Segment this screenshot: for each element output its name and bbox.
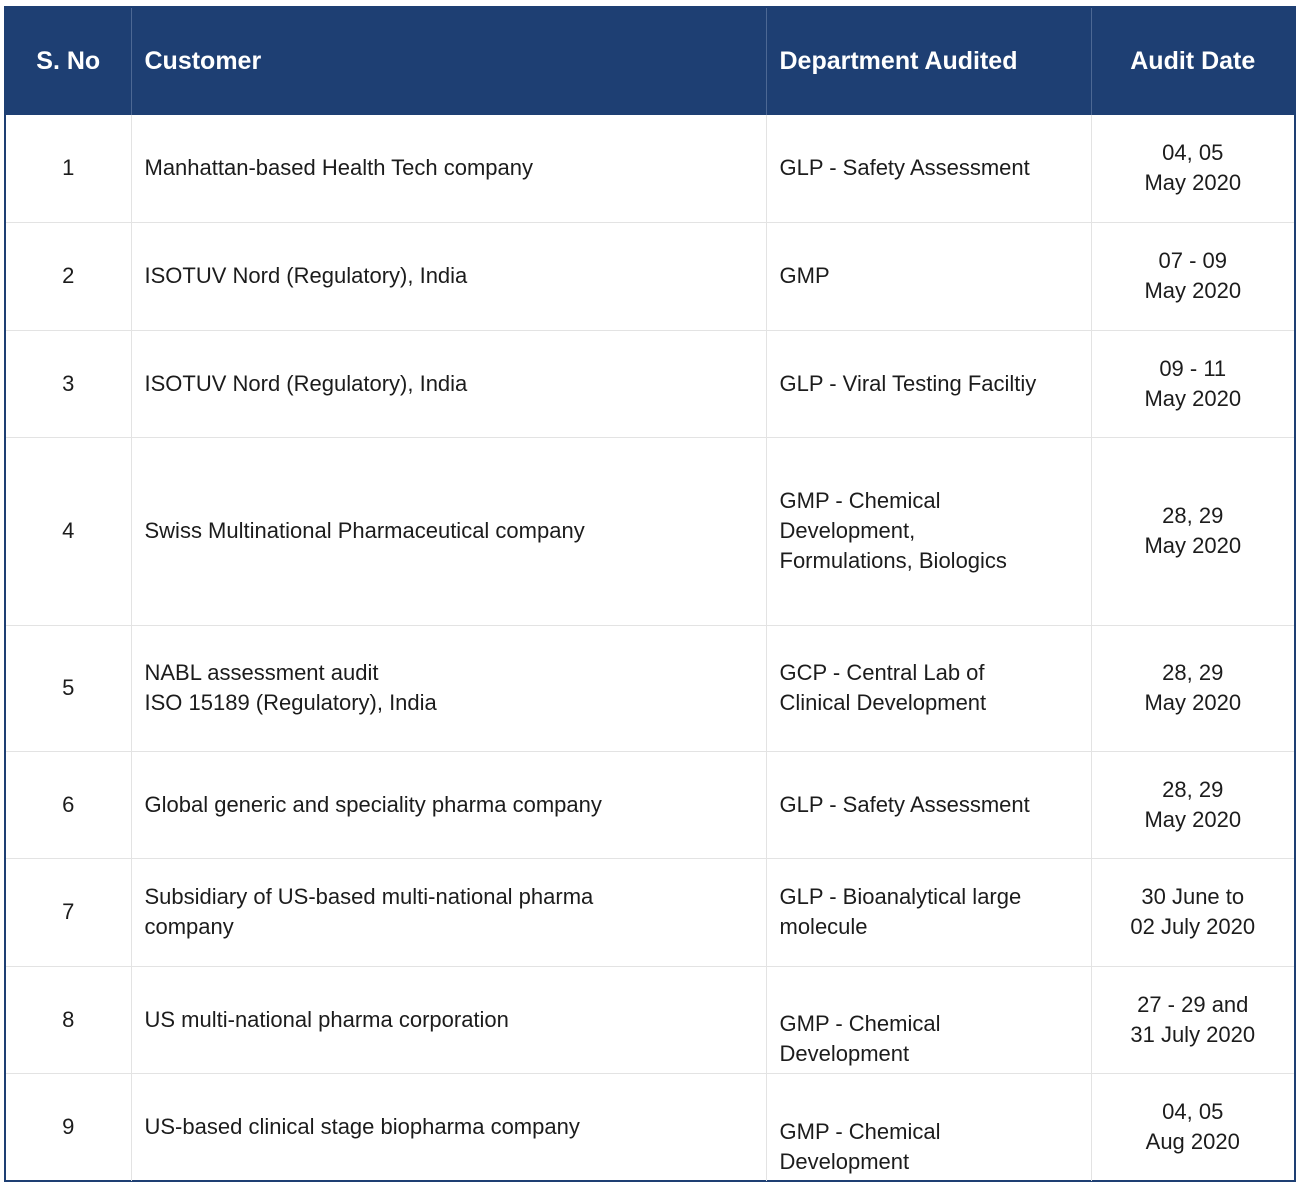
customer-cell-line: Swiss Multinational Pharmaceutical company [144, 518, 585, 543]
column-header-serial-number: S. No [6, 8, 131, 115]
department-cell [766, 1073, 1091, 1181]
table-row [6, 966, 1294, 1073]
customer-cell-line: US multi-national pharma corporation [144, 1006, 509, 1032]
table-row [6, 330, 1294, 437]
serial-number-cell: 9 [6, 1073, 131, 1181]
audit-table [6, 8, 1294, 1181]
table-row [6, 858, 1294, 966]
customer-cell [131, 625, 766, 751]
audit-date-cell-line: May 2020 [1144, 170, 1242, 196]
audit-date-cell-line: 02 July 2020 [1130, 914, 1256, 939]
customer-cell-line: company [144, 914, 234, 939]
department-cell [766, 330, 1091, 437]
customer-cell-line: ISO 15189 (Regulatory), India [144, 690, 437, 715]
serial-number-cell: 4 [6, 437, 131, 625]
column-header-customer: Customer [131, 8, 766, 115]
customer-cell [131, 437, 766, 625]
audit-date-cell [1091, 625, 1294, 751]
department-cell-line: Clinical Development [779, 690, 987, 715]
customer-cell-line: US-based clinical stage biopharma company [144, 1114, 580, 1140]
audit-table-frame [4, 6, 1296, 1182]
table-body [6, 115, 1294, 1181]
department-cell [766, 966, 1091, 1073]
table-row [6, 625, 1294, 751]
audit-date-cell-line: May 2020 [1144, 533, 1242, 558]
audit-date-cell-line: 28, 29 [1162, 776, 1224, 802]
customer-cell [131, 751, 766, 858]
customer-cell-line: Manhattan-based Health Tech company [144, 155, 534, 181]
audit-date-cell-line: Aug 2020 [1145, 1129, 1240, 1155]
audit-date-cell [1091, 751, 1294, 858]
serial-number-cell: 2 [6, 222, 131, 330]
audit-date-cell-line: 07 - 09 [1158, 248, 1227, 273]
audit-date-cell-line: 30 June to [1141, 884, 1245, 909]
department-cell-line: GMP - Chemical [779, 1010, 941, 1036]
audit-date-cell [1091, 115, 1294, 222]
table-row [6, 751, 1294, 858]
department-cell [766, 625, 1091, 751]
department-cell-line: Development [779, 1149, 910, 1174]
table-header-row [6, 8, 1294, 115]
department-cell-line: Development, [779, 518, 916, 543]
department-cell-line: Formulations, Biologics [779, 548, 1007, 573]
department-cell-line: GCP - Central Lab of [779, 660, 985, 685]
customer-cell-line: Subsidiary of US-based multi-national pharma [144, 884, 594, 909]
audit-date-cell-line: 09 - 11 [1159, 355, 1227, 381]
department-cell-line: GLP - Viral Testing Faciltiy [779, 370, 1037, 396]
customer-cell [131, 1073, 766, 1181]
audit-date-cell-line: May 2020 [1144, 806, 1242, 832]
audit-date-cell-line: 28, 29 [1162, 660, 1224, 685]
serial-number-cell: 6 [6, 751, 131, 858]
customer-cell [131, 330, 766, 437]
table-row [6, 115, 1294, 222]
serial-number-cell: 8 [6, 966, 131, 1073]
audit-date-cell-line: 28, 29 [1162, 503, 1224, 528]
audit-date-cell-line: 31 July 2020 [1130, 1021, 1256, 1047]
table-row [6, 1073, 1294, 1181]
column-header-audit-date: Audit Date [1091, 8, 1294, 115]
customer-cell [131, 858, 766, 966]
audit-date-cell [1091, 858, 1294, 966]
customer-cell-line: NABL assessment audit [144, 660, 379, 685]
serial-number-cell: 1 [62, 155, 75, 181]
department-cell-line: molecule [779, 914, 868, 939]
audit-date-cell-line: 04, 05 [1162, 1099, 1224, 1125]
department-cell-line: GLP - Safety Assessment [779, 791, 1030, 817]
audit-date-cell-line: May 2020 [1144, 278, 1242, 303]
department-cell [766, 858, 1091, 966]
department-cell-line: GLP - Safety Assessment [779, 155, 1030, 181]
customer-cell-line: ISOTUV Nord (Regulatory), India [144, 370, 468, 396]
department-cell [766, 222, 1091, 330]
customer-cell-line: ISOTUV Nord (Regulatory), India [144, 263, 468, 288]
department-cell-line: GLP - Bioanalytical large [779, 884, 1022, 909]
audit-date-cell [1091, 437, 1294, 625]
audit-date-cell [1091, 222, 1294, 330]
customer-cell [131, 966, 766, 1073]
table-row [6, 222, 1294, 330]
serial-number-cell: 7 [6, 858, 131, 966]
serial-number-cell: 5 [6, 625, 131, 751]
audit-date-cell-line: May 2020 [1144, 690, 1242, 715]
department-cell [766, 751, 1091, 858]
audit-date-cell-line: 27 - 29 and [1137, 991, 1249, 1017]
table-row [6, 437, 1294, 625]
column-header-department-audited: Department Audited [766, 8, 1091, 115]
audit-date-cell [1091, 330, 1294, 437]
customer-cell [131, 222, 766, 330]
department-cell-line: GMP [779, 263, 830, 288]
customer-cell [131, 115, 766, 222]
audit-date-cell-line: May 2020 [1144, 385, 1242, 411]
department-cell [766, 115, 1091, 222]
department-cell-line: GMP - Chemical [779, 488, 941, 513]
audit-date-cell [1091, 966, 1294, 1073]
audit-date-cell-line: 04, 05 [1162, 140, 1224, 166]
department-cell-line: GMP - Chemical [779, 1119, 941, 1144]
department-cell-line: Development [779, 1040, 910, 1066]
audit-date-cell [1091, 1073, 1294, 1181]
department-cell [766, 437, 1091, 625]
customer-cell-line: Global generic and speciality pharma company [144, 791, 602, 817]
serial-number-cell: 3 [6, 330, 131, 437]
